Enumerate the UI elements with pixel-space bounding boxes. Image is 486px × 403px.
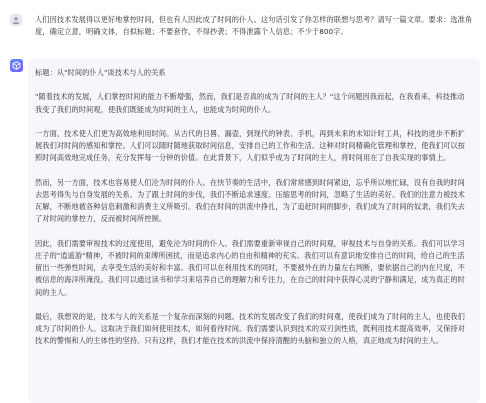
- assistant-message-row: [0, 52, 486, 403]
- user-avatar-icon: [10, 14, 22, 26]
- user-message-row: [0, 0, 486, 50]
- essay-title: 标题：从"时间的仆人"谈技术与人的关系: [35, 68, 166, 77]
- essay-paragraph: 一方面，技术使人们更为高效地利用时间。从古代的日晷、漏壶，到现代的钟表、手机，再到未来的未知计时工具，科技的进步不断扩展我们对时间的感知和掌控。人们可以随时随地获取时间信息，安排自己的工作和生活。这种对时间精确化管理和掌控，使我们可以按照时间高效地完成任务，充分发挥每一分钟的价值。在此背景下，人们似乎成为了时间的主人，将时间用在了自我实现的事情上。: [35, 128, 465, 163]
- assistant-answer-card: [28, 58, 480, 403]
- cube-icon: [12, 61, 21, 70]
- essay-paragraph: 然而，另一方面，技术也容易使人们沦为时间的仆人。在快节奏的生活中，我们常常感到时间紧迫，忘乎所以地忙碌，没有自我的时间去思考得失与自身发展的关系。为了跟上时间的步伐，我们不断追求速度、压缩思考的时间，忽略了生活的美好。我们的注意力被技术瓦解，不断地被各种信息刺激和消费主义所吸引。我们在时间的洪流中挣扎，为了追赶时间的脚步，我们成为了时间的奴隶，我们失去了对时间的掌控力，反而被时间所控制。: [35, 177, 465, 224]
- assistant-answer-body: [35, 67, 471, 360]
- user-message-text: 人们因技术发展得以更好地掌控时间，但也有人因此成了时间的仆人。这句话引发了你怎样的联想与思考？请写一篇文章。要求：选准角度，确定立意，明确文体，自拟标题；不要套作，不得抄袭；不得泄露个人信息；不少于800字。: [35, 15, 473, 36]
- essay-paragraph: "随着技术的发展，人们掌控时间的能力不断增强，然而，我们是否真的成为了时间的主人？"这个问题因我而起，在我看来，科技推动我变了我们的时间观，使我们既能成为时间的主人，也能成为时间的仆人。: [35, 92, 465, 114]
- user-silhouette-icon: [12, 16, 20, 24]
- essay-paragraph: 因此，我们需要审视技术的过度使用，避免沦为时间的仆人。我们需要重新审视自己的时间观，审视技术与自身的关系。我们可以学习庄子的"逍遥游"精神，不被时间的束缚所困扰，而是追求内心的自由和精神的充实。我们可以有意识地安排自己的时间，给自己的生活留出一些弹性时间，去享受生活的美好和丰富。我们可以在利用技术的同时，不要被外在的力量左右判断，要依据自己的内在尺度，不被信息的海洋所淹没。我们可以通过读书和学习来培养自己的理解力和专注力，在自己的时间中获得心灵的宁静和满足，成为真正的时间的主人。: [35, 238, 465, 297]
- sparkle-cube-icon: [10, 59, 23, 72]
- essay-paragraph: 最后，我想说的是，技术与人的关系是一个复杂而深刻的问题。技术的发展改变了我们的时间观，使我们成为了时间的主人，也使我们成为了时间的仆人。这取决于我们如何使用技术，如何看待时间。我们需要认识到技术的双刃剑性质，既利用技术提高效率，又保持对技术的警惕和人的主体性的坚持。只有这样，我们才能在技术的洪流中保持清醒的头脑和独立的人格，真正地成为时间的主人。: [35, 311, 465, 346]
